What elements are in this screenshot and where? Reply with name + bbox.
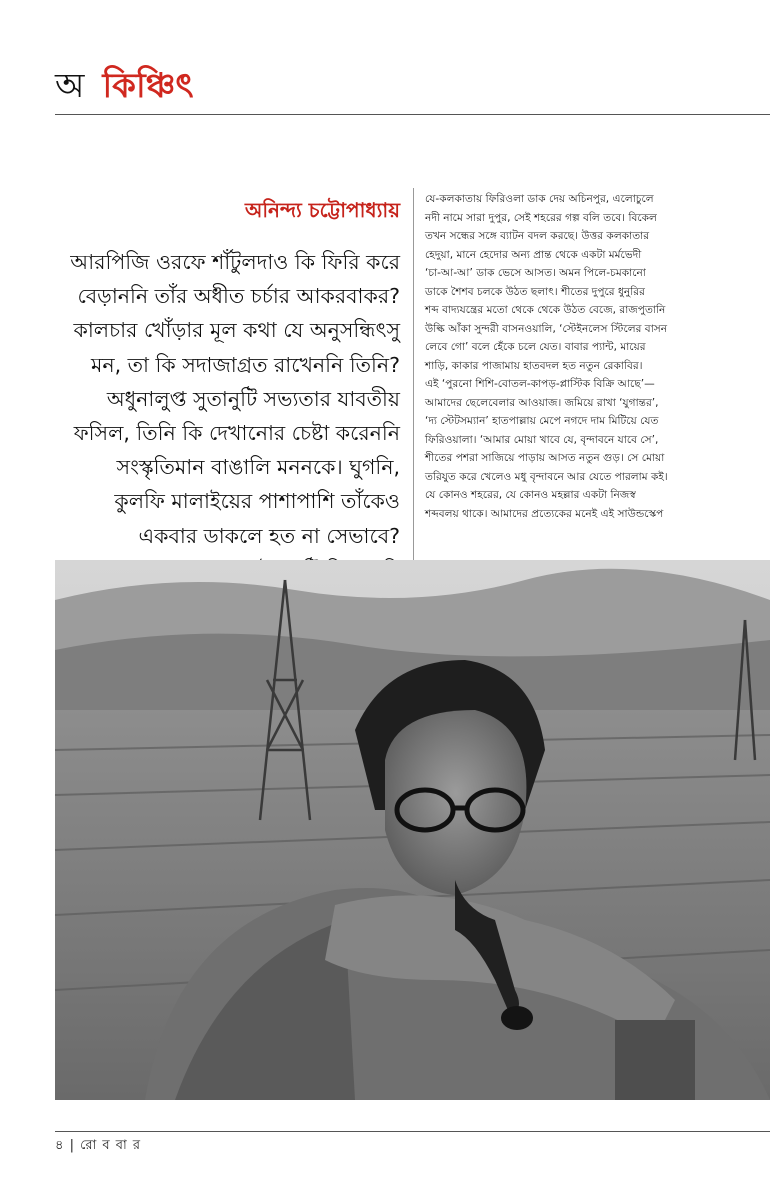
body-line: শব্দ বাদ্যযন্ত্রের মতো থেকে থেকে উঠত বেজে, রাজপুতানি	[425, 304, 666, 316]
section-header	[55, 60, 194, 110]
body-line: ‘চা-আ-আ’ ডাক ভেসে আসত। অমন পিলে-চমকানো	[425, 267, 646, 279]
author-byline: অনিন্দ্য চট্টোপাধ্যায়	[245, 198, 400, 222]
footer-rule	[55, 1131, 770, 1132]
body-line: নদী নামে সারা দুপুর, সেই শহরের গল্প বলি তবে। বিকেল	[425, 211, 657, 224]
body-line: তরিযুত করে খেলেও মধু বৃন্দাবনে আর যেতে পারলাম কই।	[425, 470, 668, 483]
body-line: হেদুয়া, মানে হেদোর অন্য প্রান্ত থেকে একটা মর্মভেদী	[425, 248, 642, 261]
lead-line: কালচার খোঁড়ার মূল কথা যে অনুসন্ধিৎসু	[73, 318, 400, 343]
page-footer: ৪ | রো ব বা র	[55, 1138, 142, 1153]
section-mark: অ	[55, 66, 85, 106]
portrait-photo	[55, 560, 770, 1100]
body-line: এই ‘পুরনো শিশি-বোতল-কাপড়-প্লাস্টিক বিক্রি আছে’—	[425, 378, 655, 390]
body-line: শীতের পশরা সাজিয়ে পাড়ায় আসত নতুন গুড়। সে মোয়া	[425, 452, 665, 464]
body-line: যে কোনও শহরের, যে কোনও মহল্লার একটা নিজস্ব	[425, 489, 636, 501]
lead-line: বেড়াননি তাঁর অধীত চর্চার আকরবাকর?	[77, 284, 400, 309]
body-line: উল্কি আঁকা সুন্দরী বাসনওয়ালি, ‘স্টেইনলেস স্টিলের বাসন	[425, 322, 668, 335]
lead-line: অধুনালুপ্ত সুতানুটি সভ্যতার যাবতীয়	[106, 386, 400, 411]
lead-line: ফসিল, তিনি কি দেখানোর চেষ্টা করেননি	[73, 421, 400, 446]
body-line: শব্দবলয় থাকে। আমাদের প্রত্যেকের মনেই এই সাউন্ডস্কেপ	[425, 507, 664, 520]
body-line: আমাদের ছেলেবেলার আওয়াজ। জমিয়ে রাখা ‘যুগান্তর’,	[425, 396, 659, 409]
body-line: তখন সন্ধের সঙ্গে ব্যাটন বদল করছে। উত্তর কলকাতার	[425, 230, 650, 242]
section-title: কিঞ্চিৎ	[102, 66, 194, 106]
body-line: ফিরিওয়ালা। ‘আমার মোয়া খাবে যে, বৃন্দাবনে যাবে সে’,	[425, 433, 659, 446]
body-line: লেবে গো’ বলে হেঁকে চলে যেত। বাবার প্যান্ট, মায়ের	[425, 341, 646, 353]
body-line: শাড়ি, কাকার পাজামায় হাতবদল হত নতুন রেকাবির।	[425, 359, 643, 372]
lead-line: আরপিজি ওরফে শাঁটুলদাও কি ফিরি করে	[70, 250, 400, 274]
lead-line: কুলফি মালাইয়ের পাশাপাশি তাঁকেও	[114, 489, 400, 514]
body-column	[425, 190, 765, 523]
column-divider	[413, 188, 414, 560]
body-line: যে-কলকাতায় ফিরিওলা ডাক দেয় অচিনপুর, এলোচুলে	[425, 193, 654, 205]
lead-line: সংস্কৃতিমান বাঙালি মননকে। ঘুগনি,	[116, 455, 400, 480]
body-line: ‘দ্য স্টেটসম্যান’ হাতপাল্লায় মেপে নগদে দাম মিটিয়ে যেত	[425, 415, 659, 427]
lead-line: মন, তা কি সদাজাগ্রত রাখেননি তিনি?	[90, 352, 400, 377]
lead-line: একবার ডাকলে হত না সেভাবে?	[138, 523, 400, 548]
header-rule	[55, 114, 770, 115]
body-line: ডাকে শৈশব চলকে উঠত ছলাৎ। শীতের দুপুরে ধুনুরির	[425, 285, 645, 298]
